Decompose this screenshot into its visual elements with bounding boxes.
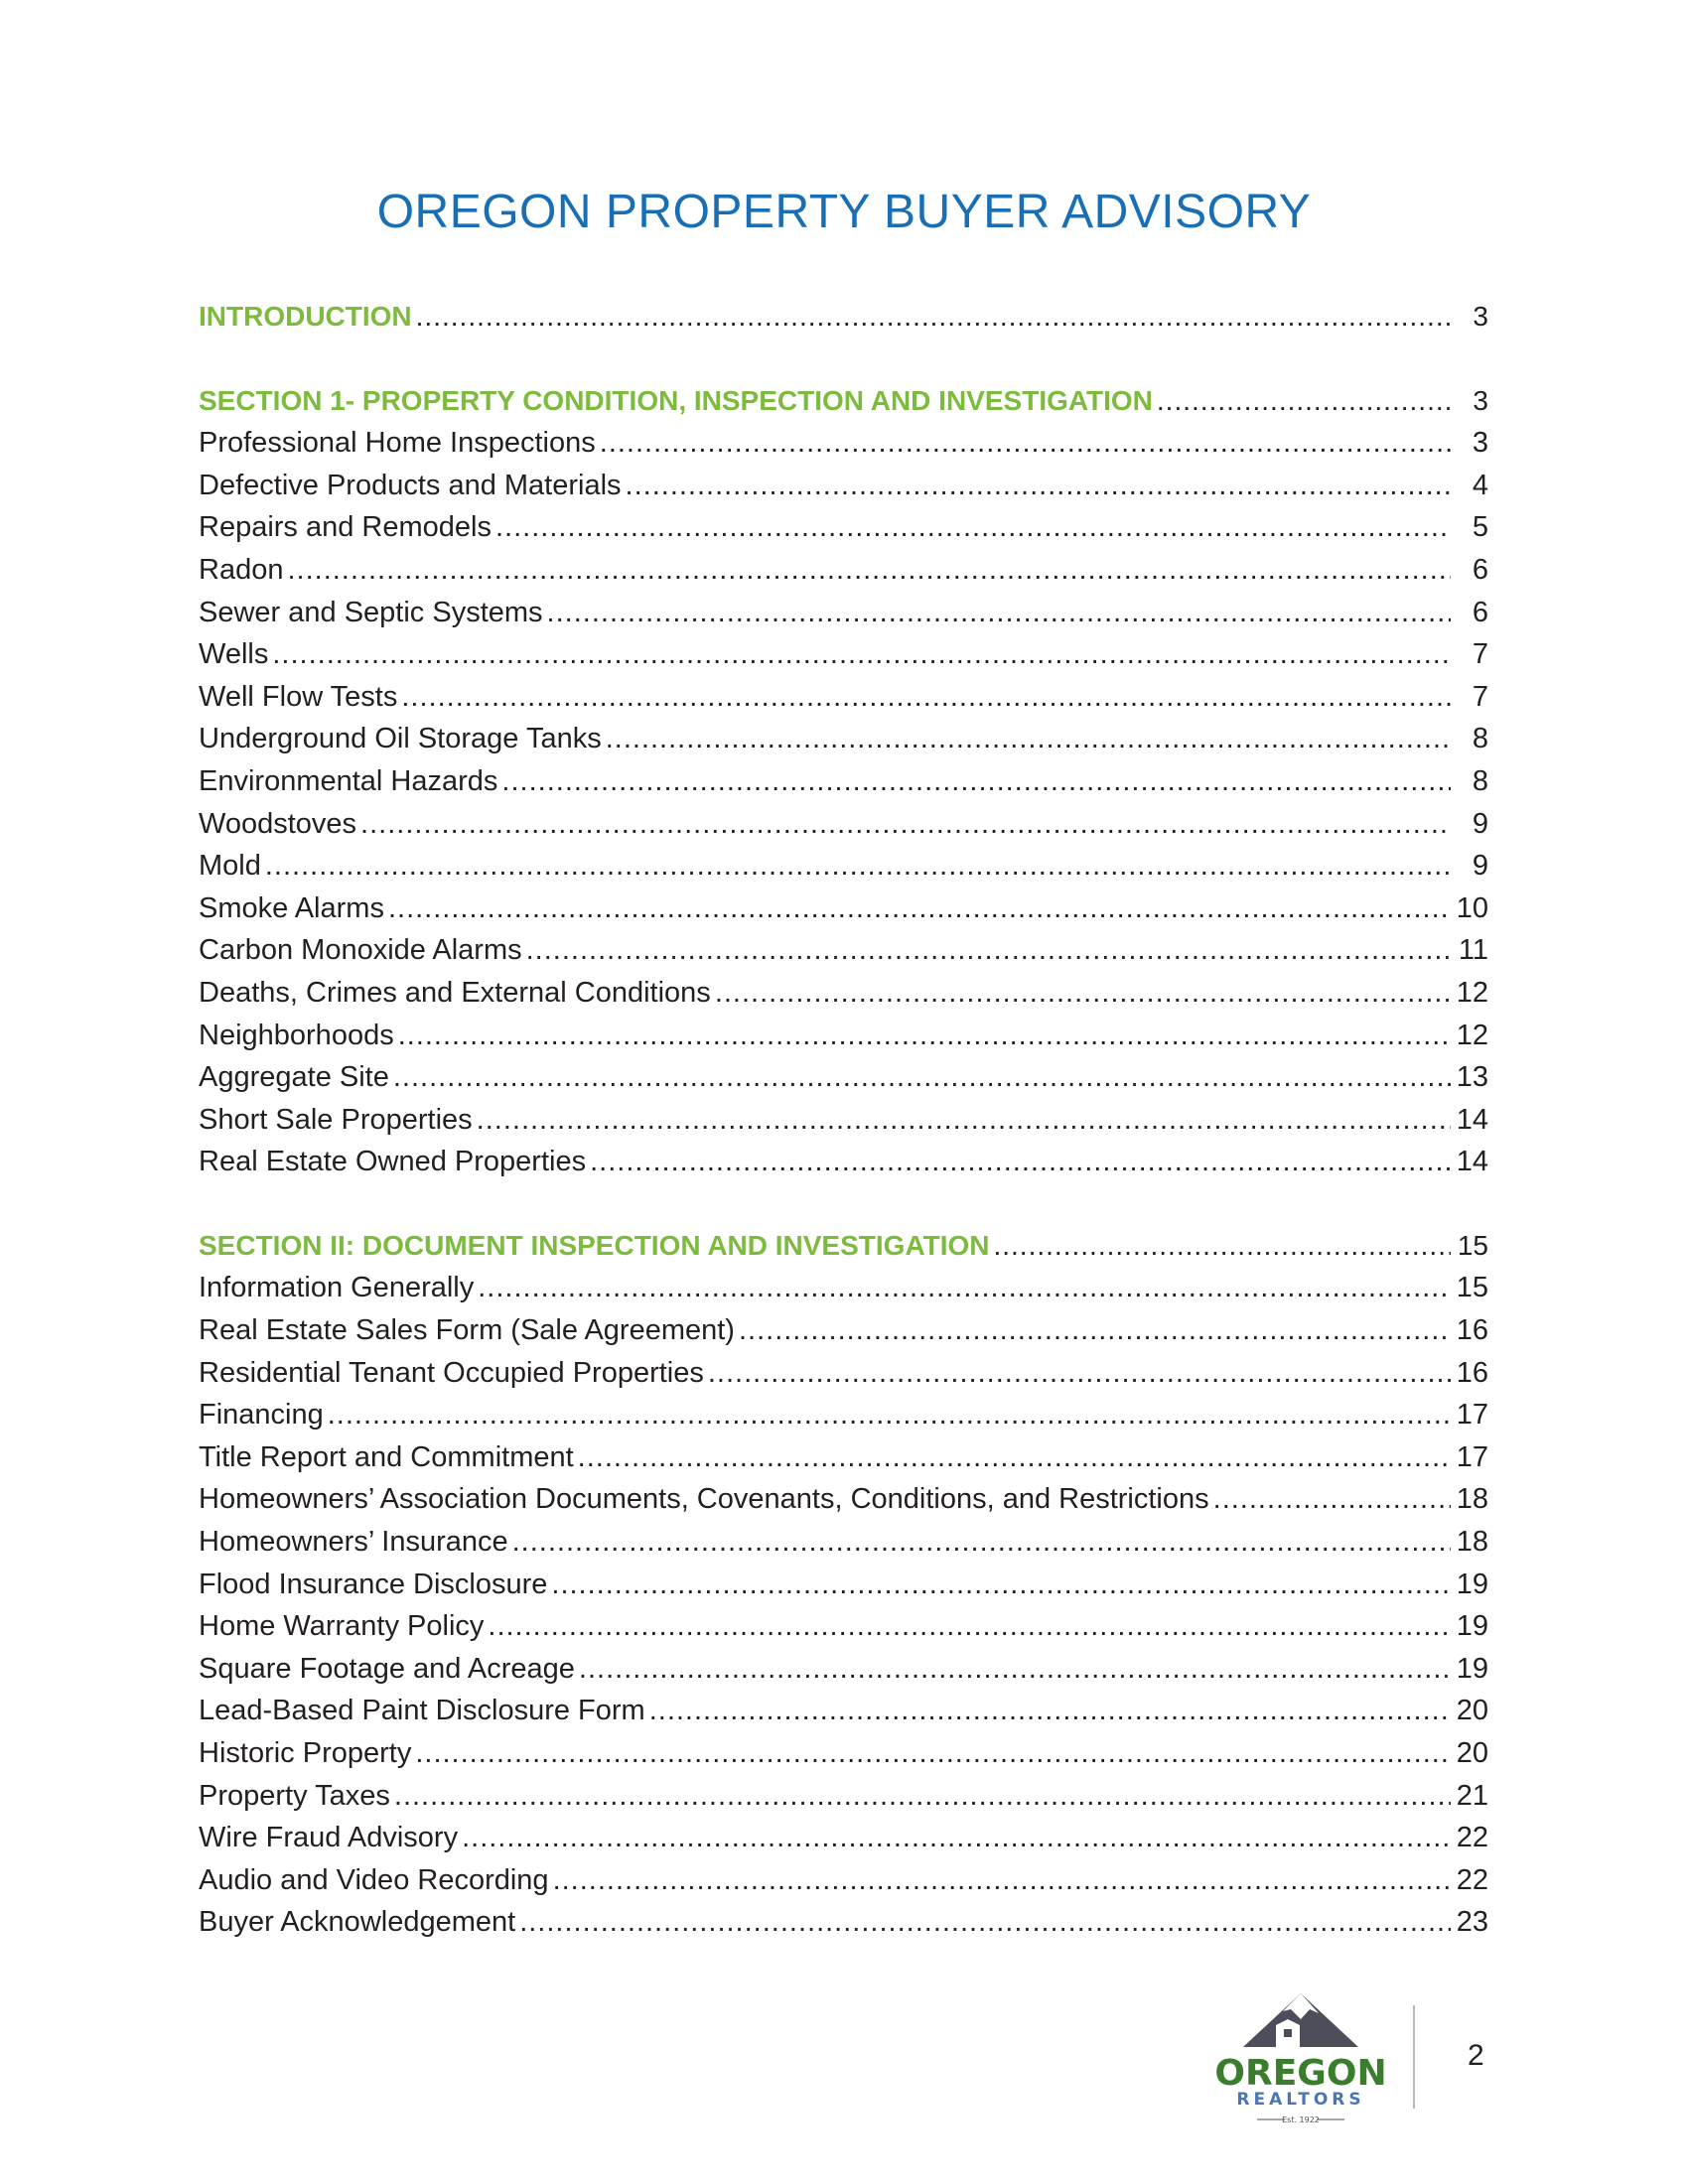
toc-label: Short Sale Properties [199, 1103, 473, 1136]
toc-label: Sewer and Septic Systems [199, 596, 543, 628]
toc-leader-dots [551, 1564, 1451, 1606]
toc-page-number: 8 [1472, 764, 1488, 797]
toc-page-number: 12 [1456, 976, 1488, 1009]
footer-divider [1413, 2005, 1415, 2109]
toc-entry[interactable] [199, 549, 1488, 592]
table-of-contents [199, 296, 1488, 1944]
toc-leader-dots [398, 1015, 1451, 1057]
toc-entry[interactable] [199, 1648, 1488, 1691]
toc-entry[interactable] [199, 1015, 1488, 1057]
toc-leader-dots [265, 845, 1451, 887]
toc-leader-dots [328, 1394, 1451, 1436]
toc-page-number: 18 [1456, 1526, 1488, 1559]
toc-page-number: 6 [1472, 553, 1488, 586]
toc-label: Wells [199, 638, 269, 671]
toc-entry[interactable] [199, 465, 1488, 507]
toc-label: Real Estate Owned Properties [199, 1146, 587, 1178]
toc-leader-dots [579, 1648, 1451, 1691]
toc-label: Title Report and Commitment [199, 1440, 574, 1473]
toc-leader-dots [526, 929, 1451, 972]
toc-leader-dots [1213, 1478, 1451, 1521]
toc-leader-dots [553, 1859, 1451, 1902]
toc-leader-dots [715, 972, 1451, 1015]
toc-leader-dots [1157, 380, 1451, 423]
toc-entry[interactable] [199, 1564, 1488, 1606]
toc-label: Aggregate Site [199, 1061, 389, 1094]
toc-label: Wire Fraud Advisory [199, 1822, 459, 1854]
toc-leader-dots [360, 803, 1451, 846]
toc-leader-dots [739, 1309, 1451, 1352]
toc-entry[interactable] [199, 845, 1488, 887]
toc-entry[interactable] [199, 1309, 1488, 1352]
toc-entry[interactable] [199, 1099, 1488, 1142]
toc-label: Deaths, Crimes and External Conditions [199, 976, 711, 1009]
toc-label: Professional Home Inspections [199, 427, 596, 460]
toc-label: Defective Products and Materials [199, 469, 622, 501]
toc-page-number: 13 [1456, 1061, 1488, 1094]
toc-page-number: 20 [1456, 1695, 1488, 1727]
page-number: 2 [1468, 2039, 1484, 2072]
toc-label: Home Warranty Policy [199, 1610, 485, 1643]
toc-label: Mold [199, 850, 261, 883]
toc-entry[interactable] [199, 592, 1488, 634]
toc-page-number: 18 [1456, 1483, 1488, 1516]
toc-page-number: 17 [1456, 1440, 1488, 1473]
toc-entry[interactable] [199, 1056, 1488, 1099]
toc-label: INTRODUCTION [199, 301, 412, 332]
toc-leader-dots [626, 465, 1451, 507]
toc-page-number: 20 [1456, 1737, 1488, 1769]
toc-page-number: 3 [1472, 427, 1488, 460]
toc-entry[interactable] [199, 1436, 1488, 1479]
toc-label: Information Generally [199, 1272, 475, 1304]
toc-label: Audio and Video Recording [199, 1863, 549, 1896]
toc-page-number: 3 [1473, 301, 1488, 332]
toc-page-number: 6 [1472, 596, 1488, 628]
toc-label: Repairs and Remodels [199, 511, 492, 544]
toc-leader-dots [416, 296, 1451, 339]
toc-leader-dots [388, 887, 1451, 930]
toc-label: Buyer Acknowledgement [199, 1906, 516, 1939]
toc-label: Neighborhoods [199, 1019, 394, 1051]
toc-leader-dots [606, 718, 1451, 760]
toc-label: Carbon Monoxide Alarms [199, 934, 522, 967]
toc-label: Radon [199, 553, 284, 586]
toc-entry[interactable] [199, 1141, 1488, 1183]
toc-label: SECTION 1- PROPERTY CONDITION, INSPECTION AND INVESTIGATION [199, 384, 1153, 416]
toc-page-number: 19 [1456, 1652, 1488, 1685]
toc-leader-dots [272, 633, 1451, 676]
toc-label: Homeowners’ Association Documents, Covenants, Conditions, and Restrictions [199, 1483, 1209, 1516]
toc-leader-dots [519, 1901, 1451, 1944]
toc-label: Square Footage and Acreage [199, 1652, 575, 1685]
toc-page-number: 19 [1456, 1610, 1488, 1643]
toc-label: Smoke Alarms [199, 891, 384, 924]
toc-section-1-items [199, 422, 1488, 1183]
toc-entry[interactable] [199, 887, 1488, 930]
toc-page-number: 7 [1472, 680, 1488, 713]
toc-page-number: 15 [1457, 1229, 1488, 1261]
toc-label: Real Estate Sales Form (Sale Agreement) [199, 1314, 735, 1347]
toc-leader-dots [547, 592, 1451, 634]
toc-entry[interactable] [199, 1478, 1488, 1521]
toc-label: Financing [199, 1399, 324, 1432]
toc-entry[interactable] [199, 633, 1488, 676]
toc-leader-dots [590, 1141, 1451, 1183]
toc-leader-dots [993, 1225, 1451, 1268]
toc-introduction[interactable] [199, 296, 1488, 339]
toc-label: Homeowners’ Insurance [199, 1526, 508, 1559]
toc-page-number: 22 [1456, 1863, 1488, 1896]
toc-leader-dots [512, 1521, 1451, 1564]
toc-section-2-heading[interactable] [199, 1225, 1488, 1268]
toc-label: Flood Insurance Disclosure [199, 1568, 548, 1600]
toc-page-number: 9 [1472, 850, 1488, 883]
toc-page-number: 23 [1456, 1906, 1488, 1939]
mountain-house-icon [1243, 1993, 1358, 2047]
toc-entry[interactable] [199, 1605, 1488, 1648]
toc-page-number: 17 [1456, 1399, 1488, 1432]
toc-label: Environmental Hazards [199, 764, 498, 797]
toc-page-number: 12 [1456, 1019, 1488, 1051]
toc-section-1-heading[interactable] [199, 380, 1488, 423]
toc-page-number: 10 [1456, 891, 1488, 924]
logo-line2: REALTORS [1236, 2090, 1365, 2110]
toc-label: Woodstoves [199, 807, 357, 840]
toc-label: Historic Property [199, 1737, 412, 1769]
toc-entry[interactable] [199, 1732, 1488, 1775]
toc-label: Lead-Based Paint Disclosure Form [199, 1695, 645, 1727]
toc-leader-dots [401, 676, 1451, 719]
toc-entry[interactable] [199, 1690, 1488, 1732]
toc-page-number: 19 [1456, 1568, 1488, 1600]
toc-leader-dots [393, 1056, 1451, 1099]
logo-line1: OREGON [1214, 2053, 1387, 2094]
toc-leader-dots [495, 506, 1451, 549]
toc-entry[interactable] [199, 1901, 1488, 1944]
toc-entry[interactable] [199, 1817, 1488, 1859]
toc-page-number: 16 [1456, 1356, 1488, 1389]
toc-page-number: 16 [1456, 1314, 1488, 1347]
toc-leader-dots [600, 422, 1451, 465]
toc-leader-dots [578, 1436, 1451, 1479]
toc-page-number: 8 [1472, 723, 1488, 755]
toc-entry[interactable] [199, 1521, 1488, 1564]
toc-entry[interactable] [199, 718, 1488, 760]
toc-page-number: 21 [1456, 1779, 1488, 1812]
toc-leader-dots [501, 760, 1451, 803]
toc-label: Well Flow Tests [199, 680, 398, 713]
toc-leader-dots [394, 1775, 1451, 1818]
toc-section-2-items [199, 1267, 1488, 1944]
toc-page-number: 22 [1456, 1822, 1488, 1854]
toc-leader-dots [649, 1690, 1451, 1732]
toc-label: Property Taxes [199, 1779, 390, 1812]
toc-entry[interactable] [199, 803, 1488, 846]
toc-leader-dots [478, 1267, 1451, 1309]
toc-entry[interactable] [199, 676, 1488, 719]
toc-leader-dots [287, 549, 1451, 592]
toc-leader-dots [462, 1817, 1451, 1859]
toc-leader-dots [488, 1605, 1451, 1648]
toc-leader-dots [708, 1352, 1451, 1395]
toc-label: Residential Tenant Occupied Properties [199, 1356, 704, 1389]
toc-page-number: 4 [1472, 469, 1488, 501]
toc-entry[interactable] [199, 1394, 1488, 1436]
toc-page-number: 9 [1472, 807, 1488, 840]
toc-leader-dots [415, 1732, 1451, 1775]
toc-page-number: 14 [1456, 1146, 1488, 1178]
toc-label: Underground Oil Storage Tanks [199, 723, 602, 755]
toc-entry[interactable] [199, 506, 1488, 549]
toc-entry[interactable] [199, 972, 1488, 1015]
toc-page-number: 11 [1458, 934, 1488, 967]
toc-entry[interactable] [199, 1267, 1488, 1309]
toc-label: SECTION II: DOCUMENT INSPECTION AND INVESTIGATION [199, 1229, 990, 1261]
toc-leader-dots [477, 1099, 1451, 1142]
toc-entry[interactable] [199, 760, 1488, 803]
toc-page-number: 14 [1456, 1103, 1488, 1136]
toc-entry[interactable] [199, 929, 1488, 972]
page-title: OREGON PROPERTY BUYER ADVISORY [376, 186, 1312, 238]
toc-entry[interactable] [199, 422, 1488, 465]
toc-entry[interactable] [199, 1859, 1488, 1902]
toc-page-number: 5 [1472, 511, 1488, 544]
toc-page-number: 7 [1472, 638, 1488, 671]
toc-page-number: 15 [1456, 1272, 1488, 1304]
toc-entry[interactable] [199, 1352, 1488, 1395]
logo-tagline: Est. 1922 [1282, 2116, 1320, 2124]
toc-entry[interactable] [199, 1775, 1488, 1818]
toc-page-number: 3 [1473, 384, 1488, 416]
oregon-realtors-logo [1213, 1985, 1388, 2134]
